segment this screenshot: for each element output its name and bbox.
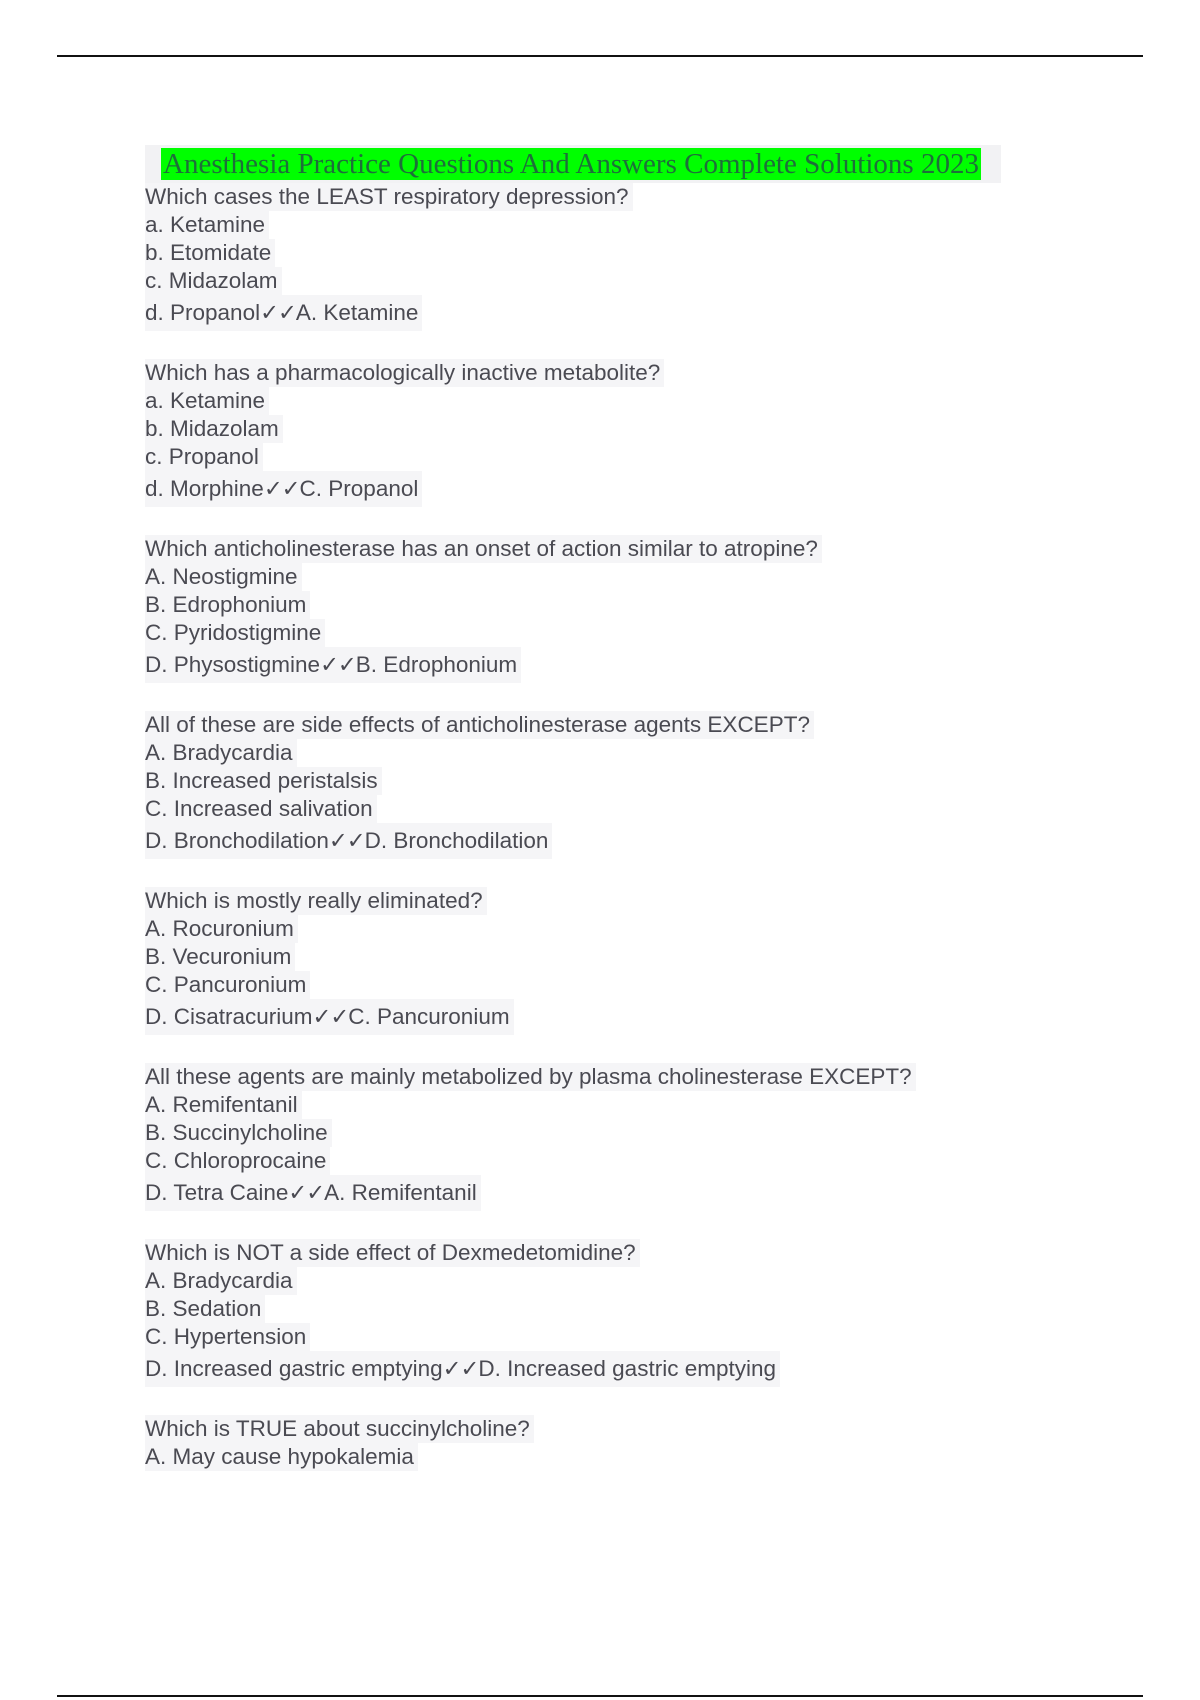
question-block	[145, 1415, 1105, 1471]
option-with-answer	[145, 823, 552, 859]
footer-rule	[57, 1695, 1143, 1697]
answer: C. Propanol	[299, 476, 419, 501]
question-block	[145, 359, 1105, 507]
option: B. Sedation	[145, 1295, 265, 1323]
answer: B. Edrophonium	[355, 652, 518, 677]
option: A. Neostigmine	[145, 563, 302, 591]
question-text: Which is NOT a side effect of Dexmedetomidine?	[145, 1239, 640, 1267]
option: C. Chloroprocaine	[145, 1147, 330, 1175]
check-mark-icon: ✓✓	[328, 828, 365, 853]
document-title: Anesthesia Practice Questions And Answers Complete Solutions 2023	[163, 148, 979, 180]
option: C. Pancuronium	[145, 971, 310, 999]
option: A. Bradycardia	[145, 1267, 297, 1295]
option: B. Vecuronium	[145, 943, 295, 971]
option: b. Etomidate	[145, 239, 275, 267]
header-rule	[57, 55, 1143, 57]
question-block	[145, 183, 1105, 331]
question-block	[145, 887, 1105, 1035]
option: D. Physostigmine	[145, 652, 321, 677]
option-with-answer	[145, 471, 422, 507]
option: c. Propanol	[145, 443, 263, 471]
option-with-answer	[145, 999, 514, 1035]
check-mark-icon: ✓✓	[263, 476, 300, 501]
answer: C. Pancuronium	[348, 1004, 510, 1029]
option: B. Succinylcholine	[145, 1119, 332, 1147]
question-text: All of these are side effects of anticholinesterase agents EXCEPT?	[145, 711, 814, 739]
option: B. Increased peristalsis	[145, 767, 382, 795]
option: D. Bronchodilation	[145, 828, 329, 853]
option: d. Morphine	[145, 476, 264, 501]
option: C. Pyridostigmine	[145, 619, 325, 647]
check-mark-icon: ✓✓	[312, 1004, 349, 1029]
option-with-answer	[145, 1351, 780, 1387]
option: B. Edrophonium	[145, 591, 310, 619]
check-mark-icon: ✓✓	[260, 300, 296, 325]
option: a. Ketamine	[145, 211, 269, 239]
title-block	[145, 145, 1001, 183]
option: D. Increased gastric emptying	[145, 1356, 443, 1381]
option: a. Ketamine	[145, 387, 269, 415]
option: A. Remifentanil	[145, 1091, 302, 1119]
question-text: All these agents are mainly metabolized by plasma cholinesterase EXCEPT?	[145, 1063, 916, 1091]
option: A. Rocuronium	[145, 915, 298, 943]
question-block	[145, 535, 1105, 683]
option: A. Bradycardia	[145, 739, 297, 767]
option-with-answer	[145, 647, 521, 683]
question-text: Which is TRUE about succinylcholine?	[145, 1415, 534, 1443]
option: b. Midazolam	[145, 415, 283, 443]
question-text: Which is mostly really eliminated?	[145, 887, 487, 915]
option: C. Hypertension	[145, 1323, 310, 1351]
answer: A. Ketamine	[295, 300, 419, 325]
check-mark-icon: ✓✓	[320, 652, 356, 677]
question-block	[145, 1063, 1105, 1211]
question-text: Which anticholinesterase has an onset of action similar to atropine?	[145, 535, 822, 563]
answer: A. Remifentanil	[324, 1180, 477, 1205]
option: D. Cisatracurium	[145, 1004, 313, 1029]
answer: D. Bronchodilation	[364, 828, 549, 853]
option: C. Increased salivation	[145, 795, 377, 823]
question-text: Which cases the LEAST respiratory depression?	[145, 183, 633, 211]
check-mark-icon: ✓✓	[442, 1356, 479, 1381]
option-with-answer	[145, 1175, 481, 1211]
option: A. May cause hypokalemia	[145, 1443, 418, 1471]
option: c. Midazolam	[145, 267, 282, 295]
check-mark-icon: ✓✓	[288, 1180, 325, 1205]
option: D. Tetra Caine	[145, 1180, 289, 1205]
answer: D. Increased gastric emptying	[478, 1356, 776, 1381]
question-text: Which has a pharmacologically inactive metabolite?	[145, 359, 664, 387]
option-with-answer	[145, 295, 422, 331]
question-block	[145, 1239, 1105, 1387]
option: d. Propanol	[145, 300, 261, 325]
document-body	[145, 145, 1105, 1471]
question-block	[145, 711, 1105, 859]
